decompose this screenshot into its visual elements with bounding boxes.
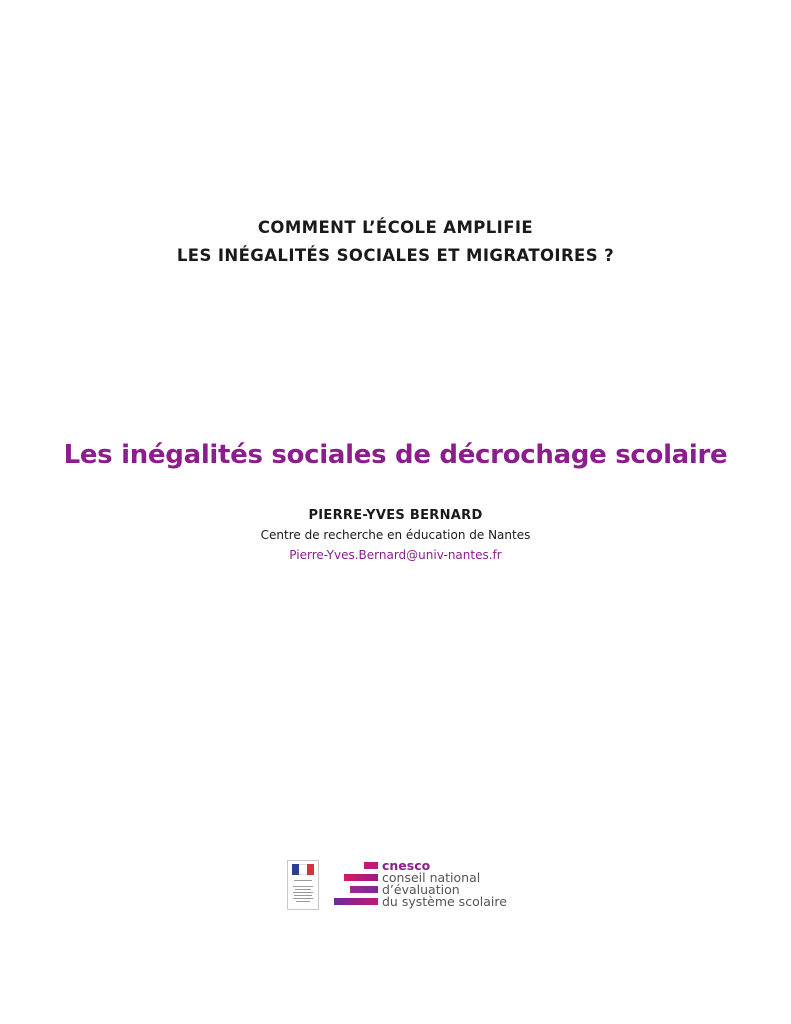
cnesco-line-3: du système scolaire [382,894,507,909]
cnesco-bar-1 [364,862,378,869]
cnesco-bar-2 [344,874,378,881]
cnesco-line-1: conseil national [382,870,481,885]
ministry-logo [287,860,319,910]
author-email-link[interactable]: Pierre-Yves.Bernard@univ-nantes.fr [289,548,502,562]
author-name: PIERRE-YVES BERNARD [308,508,483,523]
series-title-line-2: LES INÉGALITÉS SOCIALES ET MIGRATOIRES ? [176,246,615,265]
french-flag-icon [292,864,314,875]
author-affiliation: Centre de recherche en éducation de Nantes [260,528,531,542]
series-title [0,214,791,270]
cnesco-wordmark [382,860,507,908]
series-title-line-1: COMMENT L’ÉCOLE AMPLIFIE [257,218,534,237]
cnesco-logo [334,860,524,910]
document-title: Les inégalités sociales de décrochage scolaire [63,440,728,470]
ministry-logo-text-lines [292,878,314,902]
cnesco-brand: cnesco [382,858,431,873]
cnesco-line-2: d’évaluation [382,882,460,897]
cnesco-bar-3 [350,886,378,893]
cnesco-bar-4 [334,898,378,905]
